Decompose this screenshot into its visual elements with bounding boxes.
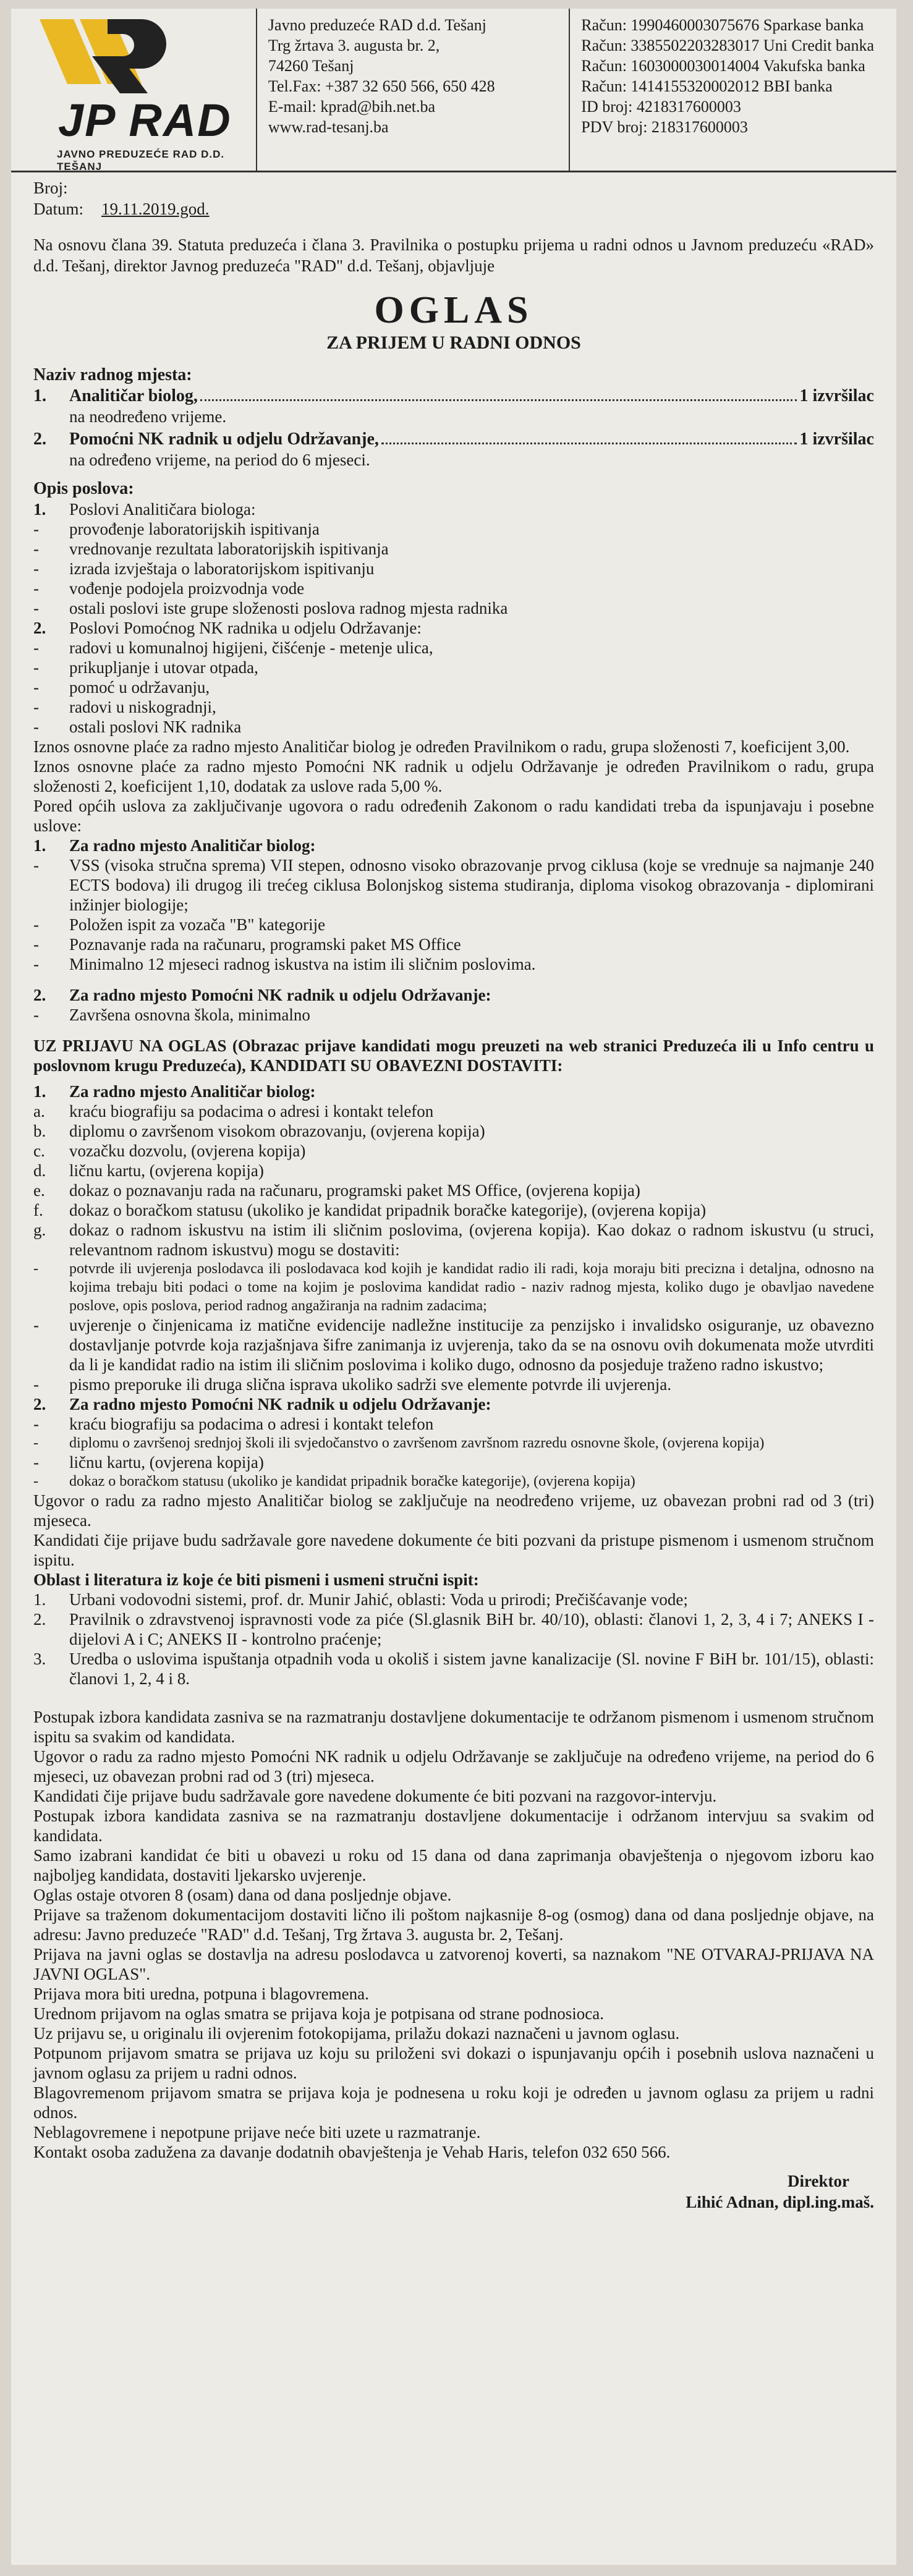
condition-group — [33, 836, 874, 855]
salary-paragraph: Iznos osnovne plaće za radno mjesto Pomoćni NK radnik u odjelu Održavanje je određen Pravilnikom o radu, grupa složenosti 2, koeficijent 1,10, dodatak za uslove rada 5,00 %. — [33, 757, 874, 795]
company-address — [256, 9, 569, 171]
list-item: - Položen ispit za vozača "B" kategorije — [33, 915, 874, 934]
list-item: - ostali poslovi iste grupe složenosti poslova radnog mjesta radnika — [33, 598, 874, 618]
position-row — [33, 386, 874, 407]
salary-paragraph: Iznos osnovne plaće za radno mjesto Analitičar biolog je određen Pravilnikom o radu, grupa složenosti 7, koeficijent 3,00. — [33, 737, 850, 756]
list-item: - provođenje laboratorijskih ispitivanja — [33, 519, 874, 539]
leader-dots — [200, 386, 797, 401]
letterhead — [11, 9, 896, 172]
document-item: kraću biografiju sa podacima o adresi i kontakt telefon — [69, 1102, 434, 1121]
address-line: Trg žrtava 3. augusta br. 2, — [268, 36, 440, 54]
list-item: - prikupljanje i utovar otpada, — [33, 658, 874, 677]
item-letter: c. — [33, 1142, 45, 1160]
condition-item: VSS (visoka stručna sprema) VII stepen, odnosno visoko obrazovanje prvog ciklusa (koje se vrednuje sa najmanje 240 ECTS bodova) ili drugog ili trećeg ciklusa Bolonjskog sistema studiranja, diploma visokog obrazovanja - diplomirani inžinjer biologije; — [69, 856, 874, 914]
duty-group — [33, 499, 874, 519]
document-item: kraću biografiju sa podacima o adresi i kontakt telefon — [69, 1415, 434, 1433]
address-line: Javno preduzeće RAD d.d. Tešanj — [268, 16, 486, 34]
item-letter: g. — [33, 1221, 46, 1239]
leader-dots — [381, 429, 797, 444]
duty-number: 2. — [33, 619, 46, 637]
closing-paragraph: Urednom prijavom na oglas smatra se prijava koja je potpisana od strane podnosioca. — [33, 2004, 604, 2023]
exam-heading: Oblast i literatura iz koje će biti pismeni i usmeni stručni ispit: — [33, 1570, 479, 1589]
duty-item: pomoć u održavanju, — [69, 678, 210, 697]
list-item — [33, 1220, 874, 1260]
position-note: na neodređeno vrijeme. — [69, 407, 227, 426]
account-line: Račun: 3385502203283017 Uni Credit banka — [581, 36, 874, 54]
list-item: - VSS (visoka stručna sprema) VII stepen, odnosno visoko obrazovanje prvog ciklusa (koje se vrednuje sa najmanje 240 ECTS bodova) ili drugog ili trećeg ciklusa Bolonjskog sistema studiranja, diploma visokog obrazovanja - diplomirani inžinjer biologije; — [33, 856, 874, 914]
exam-item: Urbani vodovodni sistemi, prof. dr. Munir Jahić, oblasti: Voda u prirodi; Prečišćavanje vode; — [69, 1590, 688, 1609]
closing-paragraph: Postupak izbora kandidata zasniva se na razmatranju dostavljene dokumentacije i održanom intervjuu sa svakim od kandidata. — [33, 1807, 874, 1845]
duty-item: izrada izvještaja o laboratorijskom ispitivanju — [69, 559, 375, 578]
duty-item: provođenje laboratorijskih ispitivanja — [69, 520, 320, 538]
duty-item: prikupljanje i utovar otpada, — [69, 658, 258, 677]
list-item: - kraću biografiju sa podacima o adresi i kontakt telefon — [33, 1414, 874, 1434]
document-item: dokaz o poznavanju rada na računaru, programski paket MS Office, (ovjerena kopija) — [69, 1181, 640, 1200]
position-count: 1 izvršilac — [799, 386, 874, 405]
closing-paragraph: Blagovremenom prijavom smatra se prijava koja je podnesena u roku koji je određen u javnom oglasu za prijem u radni odnos. — [33, 2083, 874, 2122]
condition-item: Položen ispit za vozača "B" kategorije — [69, 915, 326, 934]
documents-group: 2. Za radno mjesto Pomoćni NK radnik u odjelu Održavanje: — [33, 1395, 491, 1413]
item-letter: b. — [33, 1122, 46, 1140]
item-letter: d. — [33, 1161, 46, 1180]
duty-item: ostali poslovi NK radnika — [69, 718, 242, 736]
exam-item: Uredba o uslovima ispuštanja otpadnih voda u okoliš i sistem javne kanalizacije (Sl. novine F BiH br. 101/15), oblasti: članovi 1, 2, 4 i 8. — [69, 1650, 874, 1688]
list-item: - ostali poslovi NK radnika — [33, 717, 874, 737]
document-meta — [33, 177, 874, 219]
condition-number: 2. — [33, 986, 46, 1004]
closing-paragraph: Kontakt osoba zadužena za davanje dodatnih obavještenja je Vehab Haris, telefon 032 650 566. — [33, 2143, 671, 2161]
closing-paragraph: Postupak izbora kandidata zasniva se na razmatranju dostavljene dokumentacije te održanom pismenom i usmenom stručnom ispitu sa svakim od kandidata. — [33, 1708, 874, 1746]
document-item: ličnu kartu, (ovjerena kopija) — [69, 1453, 264, 1472]
document-item: diplomu o završenoj srednjoj školi ili svjedočanstvo o završenom završnom razredu osnovne škole, (ovjerena kopija) — [69, 1435, 765, 1451]
signature-block — [33, 2171, 874, 2213]
account-line: PDV broj: 218317600003 — [581, 118, 748, 136]
list-item — [33, 1180, 874, 1200]
duty-item: radovi u niskogradnji, — [69, 698, 216, 716]
documents-heading: UZ PRIJAVU NA OGLAS (Obrazac prijave kandidati mogu preuzeti na web stranici Preduzeća ili u Info centru u poslovnom krugu Preduzeća), KANDIDATI SU OBAVEZNI DOSTAVITI: — [33, 1036, 874, 1075]
position-note: na određeno vrijeme, na period do 6 mjeseci. — [69, 451, 370, 469]
duty-item: ostali poslovi iste grupe složenosti poslova radnog mjesta radnika — [69, 599, 508, 617]
positions-heading: Naziv radnog mjesta: — [33, 365, 192, 384]
closing-paragraph: Prijava mora biti uredna, potpuna i blagovremena. — [33, 1985, 369, 2003]
document-item: diplomu o završenom visokom obrazovanju, (ovjerena kopija) — [69, 1122, 485, 1140]
closing-paragraph: Ugovor o radu za radno mjesto Pomoćni NK radnik u odjelu Održavanje se zaključuje na određeno vrijeme, na period do 6 mjeseci, uz obavezan probni rad od 3 (tri) mjeseca. — [33, 1747, 874, 1786]
address-line: E-mail: kprad@bih.net.ba — [268, 98, 436, 116]
closing-paragraph: Prijava na javni oglas se dostavlja na adresu poslodavca u zatvorenoj koverti, sa naznakom "NE OTVARAJ-PRIJAVA NA JAVNI OGLAS". — [33, 1945, 874, 1983]
closing-paragraph: Prijave sa traženom dokumentacijom dostaviti lično ili poštom najkasnije 8-og (osmog) dana od dana posljednje objave, na adresu: Javno preduzeće "RAD" d.d. Tešanj, Trg žrtava 3. augusta br. 2, Tešanj. — [33, 1905, 874, 1944]
duty-item: radovi u komunalnoj higijeni, čišćenje - metenje ulica, — [69, 638, 433, 657]
evidence-item: potvrde ili uvjerenja poslodavca ili poslodavaca kod kojih je kandidat radio ili radi, koja moraju biti precizna i detaljna, odnosno na kojima trebaju biti podaci o tome na kojim je poslovima kandidat radio - naziv radnog mjesta, koliko dugo je obavljao navedene poslove, opis poslova, period radnog angažiranja na radnim zadacima; — [69, 1261, 874, 1314]
documents-group: 1. Za radno mjesto Analitičar biolog: — [33, 1082, 316, 1101]
duty-group-title: Poslovi Analitičara biologa: — [69, 500, 256, 519]
evidence-item: uvjerenje o činjenicama iz matične evidencije nadležne institucije za penzijsko i invalidsko osiguranje, uz obavezno dostavljanje potvrde koja razjašnjava šifre zanimanja iz uvjerenja, tako da se na osnovu ovih dokumenata može utvrditi da li je kandidat radio na istim ili sličnim poslovima i koliko dugo, odnosno da posjeduje traženo radno iskustvo; — [69, 1316, 874, 1374]
list-item: - diplomu o završenoj srednjoj školi ili svjedočanstvo o završenom završnom razredu osnovne škole, (ovjerena kopija) — [33, 1434, 874, 1452]
position-row — [33, 429, 874, 450]
intro-paragraph: Na osnovu člana 39. Statuta preduzeća i člana 3. Pravilnika o postupku prijema u radni odnos u Javnom preduzeću «RAD» d.d. Tešanj, direktor Javnog preduzeća "RAD" d.d. Tešanj, objavljuje — [33, 235, 874, 275]
signature-name: Lihić Adnan, dipl.ing.maš. — [686, 2193, 874, 2211]
jp-rad-logo-icon — [33, 16, 169, 96]
closing-paragraph: Kandidati čije prijave budu sadržavale gore navedene dokumente će biti pozvani na razgovor-intervju. — [33, 1787, 717, 1805]
duty-item: vrednovanje rezultata laboratorijskih ispitivanja — [69, 540, 389, 558]
document-page — [11, 9, 896, 2565]
list-item: - dokaz o boračkom statusu (ukoliko je kandidat pripadnik boračke kategorije), (ovjerena kopija) — [33, 1472, 874, 1491]
logo-text: JP RAD — [58, 95, 232, 146]
account-line: Račun: 1990460003075676 Sparkase banka — [581, 16, 864, 34]
duty-group — [33, 618, 874, 638]
closing-paragraph: Uz prijavu se, u originalu ili ovjerenim fotokopijama, prilažu dokazi naznačeni u javnom oglasu. — [33, 2024, 680, 2043]
exam-item: Pravilnik o zdravstvenoj ispravnosti vode za piće (Sl.glasnik BiH br. 40/10), oblasti: članovi 1, 2, 3, 4 i 7; ANEKS I - dijelovi A i C; ANEKS II - kontrolno praćenje; — [69, 1610, 874, 1648]
list-item: - radovi u komunalnoj higijeni, čišćenje - metenje ulica, — [33, 638, 874, 658]
list-item: - vođenje podojela proizvodnja vode — [33, 578, 874, 598]
page-title: OGLAS — [374, 289, 533, 331]
document-date: 19.11.2019.god. — [101, 200, 210, 218]
position-number: 1. — [33, 386, 46, 405]
list-item: - pismo preporuke ili druga slična isprava ukoliko sadrži sve elemente potvrde ili uvjerenja. — [33, 1375, 874, 1394]
evidence-item: pismo preporuke ili druga slična isprava ukoliko sadrži sve elemente potvrde ili uvjerenja. — [69, 1375, 671, 1394]
document-item: ličnu kartu, (ovjerena kopija) — [69, 1161, 264, 1180]
address-line: Tel.Fax: +387 32 650 566, 650 428 — [268, 77, 495, 95]
account-line: Račun: 1603000030014004 Vakufska banka — [581, 57, 865, 75]
signature-role: Direktor — [788, 2172, 849, 2190]
duty-item: vođenje podojela proizvodnja vode — [69, 579, 305, 598]
datum-label: Datum: — [33, 200, 83, 218]
documents-group-title: Za radno mjesto Analitičar biolog: — [69, 1082, 316, 1101]
list-item: - uvjerenje o činjenicama iz matične evidencije nadležne institucije za penzijsko i invalidsko osiguranje, uz obavezno dostavljanje potvrde koja razjašnjava šifre zanimanja iz uvjerenja, tako da se na osnovu ovih dokumenata može utvrditi da li je kandidat radio na istim ili sličnim poslovima i koliko dugo, odnosno da posjeduje traženo radno iskustvo; — [33, 1316, 874, 1374]
list-item — [33, 1121, 874, 1141]
position-title: Pomoćni NK radnik u odjelu Održavanje, — [69, 430, 379, 449]
address-line: www.rad-tesanj.ba — [268, 118, 389, 136]
list-item: - Završena osnovna škola, minimalno — [33, 1005, 874, 1025]
list-item: - pomoć u održavanju, — [33, 677, 874, 697]
account-line: ID broj: 4218317600003 — [581, 98, 741, 116]
list-item — [33, 1161, 874, 1180]
list-item: - izrada izvještaja o laboratorijskom ispitivanju — [33, 559, 874, 578]
item-number: 3. — [33, 1650, 46, 1668]
conditions-intro: Pored općih uslova za zaključivanje ugovora o radu određenih Zakonom o radu kandidati treba da ispunjavaju i posebne uslove: — [33, 797, 874, 835]
item-letter: f. — [33, 1201, 43, 1219]
list-item: - radovi u niskogradnji, — [33, 697, 874, 717]
broj-label: Broj: — [33, 179, 68, 197]
item-letter: a. — [33, 1102, 45, 1121]
closing-paragraph: Samo izabrani kandidat će biti u obavezi u roku od 15 dana od dana zaprimanja obavještenja o njegovom izboru kao najboljeg kandidata, dostaviti ljekarsko uvjerenje. — [33, 1846, 874, 1884]
list-item: - vrednovanje rezultata laboratorijskih ispitivanja — [33, 539, 874, 559]
position-count: 1 izvršilac — [799, 430, 874, 449]
list-item — [33, 1609, 874, 1649]
documents-group-title: Za radno mjesto Pomoćni NK radnik u odjelu Održavanje: — [69, 1395, 491, 1413]
position-title: Analitičar biolog, — [69, 386, 198, 405]
condition-item: Poznavanje rada na računaru, programski paket MS Office — [69, 935, 461, 954]
list-item — [33, 1649, 874, 1688]
list-item — [33, 1141, 874, 1161]
document-item: dokaz o boračkom statusu (ukoliko je kandidat pripadnik boračke kategorije), (ovjerena kopija) — [69, 1201, 707, 1219]
condition-item: Minimalno 12 mjeseci radnog iskustva na istim ili sličnim poslovima. — [69, 955, 536, 973]
duty-number: 1. — [33, 500, 46, 519]
exam-invite-paragraph: Kandidati čije prijave budu sadržavale gore navedene dokumente će biti pozvani da pristupe pismenom i usmenom stručnom ispitu. — [33, 1531, 874, 1569]
item-letter: e. — [33, 1181, 45, 1200]
closing-paragraph: Potpunom prijavom smatra se prijava uz koju su priloženi svi dokazi o ispunjavanju općih i posebnih uslova naznačeni u javnom oglasu za prijem u radni odnos. — [33, 2044, 874, 2082]
position-number: 2. — [33, 430, 46, 449]
page-subtitle: ZA PRIJEM U RADNI ODNOS — [326, 333, 581, 353]
list-item — [33, 1200, 874, 1220]
list-item: - ličnu kartu, (ovjerena kopija) — [33, 1452, 874, 1472]
account-line: Račun: 1414155320002012 BBI banka — [581, 77, 833, 95]
condition-item: Završena osnovna škola, minimalno — [69, 1006, 310, 1024]
condition-title: Za radno mjesto Analitičar biolog: — [69, 836, 316, 855]
list-item: - potvrde ili uvjerenja poslodavca ili poslodavaca kod kojih je kandidat radio ili radi, koja moraju biti precizna i detaljna, odnosno na kojima trebaju biti podaci o tome na kojim je poslovima kandidat radio - naziv radnog mjesta, koliko dugo je obavljao navedene poslove, opis poslova, period radnog angažiranja na radnim zadacima; — [33, 1261, 874, 1314]
condition-group — [33, 985, 874, 1005]
duties-heading: Opis poslova: — [33, 479, 134, 498]
document-item: dokaz o boračkom statusu (ukoliko je kandidat pripadnik boračke kategorije), (ovjerena kopija) — [69, 1473, 635, 1489]
address-line: 74260 Tešanj — [268, 57, 354, 75]
duty-group-title: Poslovi Pomoćnog NK radnika u odjelu Održavanje: — [69, 619, 422, 637]
company-logo — [33, 9, 256, 171]
item-number: 1. — [33, 1590, 46, 1609]
closing-paragraph: Neblagovremene i nepotpune prijave neće biti uzete u razmatranje. — [33, 2123, 481, 2142]
list-item — [33, 1590, 874, 1609]
list-item — [33, 1101, 874, 1121]
closing-paragraph: Oglas ostaje otvoren 8 (osam) dana od dana posljednje objave. — [33, 1886, 452, 1904]
document-item: vozačku dozvolu, (ovjerena kopija) — [69, 1142, 306, 1160]
item-number: 2. — [33, 1610, 46, 1629]
contract-paragraph: Ugovor o radu za radno mjesto Analitičar biolog se zaključuje na neodređeno vrijeme, uz obavezan probni rad od 3 (tri) mjeseca. — [33, 1491, 874, 1530]
condition-title: Za radno mjesto Pomoćni NK radnik u odjelu Održavanje: — [69, 986, 491, 1004]
list-item: - Minimalno 12 mjeseci radnog iskustva na istim ili sličnim poslovima. — [33, 954, 874, 974]
condition-number: 1. — [33, 836, 46, 855]
logo-tagline: JAVNO PREDUZEĆE RAD D.D. TEŠANJ — [57, 148, 225, 172]
document-item: dokaz o radnom iskustvu na istim ili sličnim poslovima, (ovjerena kopija). Kao dokaz o radnom iskustvu (u struci, relevantnom radnom iskustvu) mogu se dostaviti: — [69, 1221, 874, 1259]
bank-accounts — [569, 9, 874, 171]
list-item: - Poznavanje rada na računaru, programski paket MS Office — [33, 934, 874, 954]
